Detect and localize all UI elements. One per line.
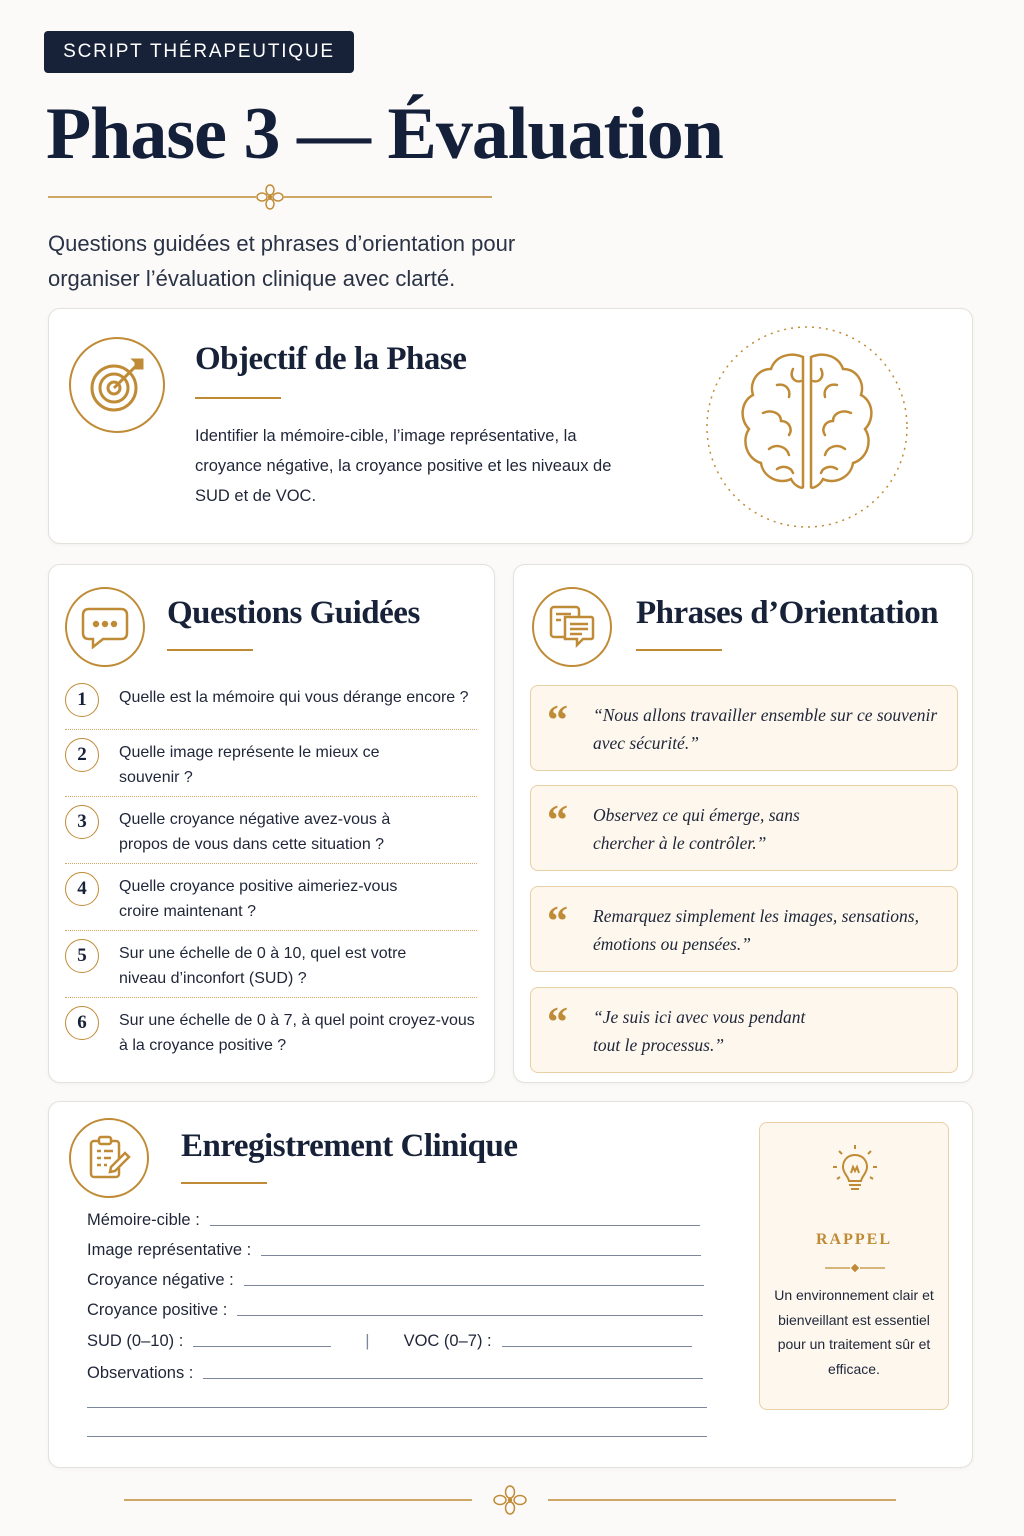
- observations-field[interactable]: [87, 1364, 703, 1383]
- reminder-title: RAPPEL: [816, 1231, 892, 1248]
- lightbulb-icon: [829, 1143, 881, 1195]
- quote-box: [530, 886, 958, 972]
- question-text: Quelle est la mémoire qui vous dérange encore ?: [119, 689, 469, 706]
- reminder-divider: [825, 1263, 885, 1273]
- target-icon: [69, 337, 165, 433]
- quote-text: Observez ce qui émerge, sans chercher à le contrôler.”: [593, 805, 800, 853]
- quote-text: “Je suis ici avec vous pendant tout le processus.”: [593, 1007, 806, 1055]
- quote-box: [530, 685, 958, 771]
- question-text: Quelle croyance positive aimeriez-vous croire maintenant ?: [119, 878, 398, 920]
- question-number: 2: [65, 738, 99, 772]
- objective-title-rule: [195, 397, 281, 399]
- image-field[interactable]: [87, 1241, 701, 1260]
- question-text: Quelle croyance négative avez-vous à propos de vous dans cette situation ?: [119, 811, 391, 853]
- record-title: Enregistrement Clinique: [181, 1128, 518, 1164]
- observations-label: Observations :: [87, 1364, 194, 1382]
- image-line[interactable]: [261, 1255, 701, 1256]
- category-tag: SCRIPT THÉRAPEUTIQUE: [44, 31, 354, 73]
- quote-text: Remarquez simplement les images, sensations, émotions ou pensées.”: [593, 906, 919, 954]
- document-chat-icon: [532, 587, 612, 667]
- objective-text: Identifier la mémoire-cible, l’image représentative, la croyance négative, la croyance positive et les niveaux de SUD et de VOC.: [195, 427, 612, 505]
- chat-bubble-icon: [65, 587, 145, 667]
- question-number: 1: [65, 683, 99, 717]
- question-item: [65, 1006, 477, 1065]
- quote-mark-icon: “: [547, 798, 568, 844]
- question-number: 6: [65, 1006, 99, 1040]
- question-number: 4: [65, 872, 99, 906]
- image-label: Image représentative :: [87, 1241, 252, 1259]
- quote-mark-icon: “: [547, 1000, 568, 1046]
- question-text: Sur une échelle de 0 à 7, à quel point croyez-vous à la croyance positive ?: [119, 1012, 475, 1054]
- question-item: [65, 939, 477, 998]
- question-number: 5: [65, 939, 99, 973]
- observations-line-3[interactable]: [87, 1436, 707, 1437]
- question-item: [65, 738, 477, 797]
- clipboard-pen-icon: [69, 1118, 149, 1198]
- sud-label: SUD (0–10) :: [87, 1332, 184, 1350]
- voc-line[interactable]: [502, 1346, 692, 1347]
- questions-card: [48, 564, 495, 1083]
- quote-mark-icon: “: [547, 899, 568, 945]
- positive-belief-line[interactable]: [237, 1315, 703, 1316]
- phrases-title-rule: [636, 649, 722, 651]
- questions-list: [65, 683, 477, 1073]
- quote-mark-icon: “: [547, 698, 568, 744]
- sud-line[interactable]: [193, 1346, 331, 1347]
- sud-voc-field[interactable]: [87, 1332, 692, 1351]
- questions-title-rule: [167, 649, 253, 651]
- reminder-box: [759, 1122, 949, 1410]
- observations-line-2[interactable]: [87, 1407, 707, 1408]
- questions-title: Questions Guidées: [167, 595, 420, 631]
- objective-title: Objectif de la Phase: [195, 341, 467, 377]
- ornament-divider-top: [48, 184, 492, 214]
- phrases-card: [513, 564, 973, 1083]
- positive-belief-field[interactable]: [87, 1301, 703, 1320]
- ornament-divider-bottom: [124, 1484, 896, 1516]
- page-subtitle: Questions guidées et phrases d’orientation pour organiser l’évaluation clinique avec clarté.: [48, 231, 516, 291]
- field-separator: |: [365, 1332, 370, 1350]
- question-text: Quelle image représente le mieux ce souvenir ?: [119, 744, 380, 786]
- voc-label: VOC (0–7) :: [403, 1332, 492, 1350]
- phrases-title: Phrases d’Orientation: [636, 595, 939, 631]
- memory-label: Mémoire-cible :: [87, 1211, 200, 1229]
- memory-line[interactable]: [210, 1225, 700, 1226]
- question-item: [65, 805, 477, 864]
- record-card: [48, 1101, 973, 1468]
- negative-belief-line[interactable]: [244, 1285, 704, 1286]
- negative-belief-field[interactable]: [87, 1271, 704, 1290]
- memory-field[interactable]: [87, 1211, 700, 1230]
- page-title: Phase 3 — Évaluation: [46, 93, 723, 175]
- negative-belief-label: Croyance négative :: [87, 1271, 234, 1289]
- question-item: [65, 683, 477, 730]
- question-number: 3: [65, 805, 99, 839]
- positive-belief-label: Croyance positive :: [87, 1301, 228, 1319]
- brain-icon: [705, 325, 909, 529]
- observations-line[interactable]: [203, 1378, 703, 1379]
- quote-text: “Nous allons travailler ensemble sur ce souvenir avec sécurité.”: [593, 705, 938, 753]
- reminder-text: Un environnement clair et bienveillant est essentiel pour un traitement sûr et efficace.: [774, 1287, 934, 1377]
- question-item: [65, 872, 477, 931]
- record-title-rule: [181, 1182, 267, 1184]
- question-text: Sur une échelle de 0 à 10, quel est votre niveau d’inconfort (SUD) ?: [119, 945, 407, 987]
- quote-box: [530, 785, 958, 871]
- objective-card: [48, 308, 973, 544]
- quote-box: [530, 987, 958, 1073]
